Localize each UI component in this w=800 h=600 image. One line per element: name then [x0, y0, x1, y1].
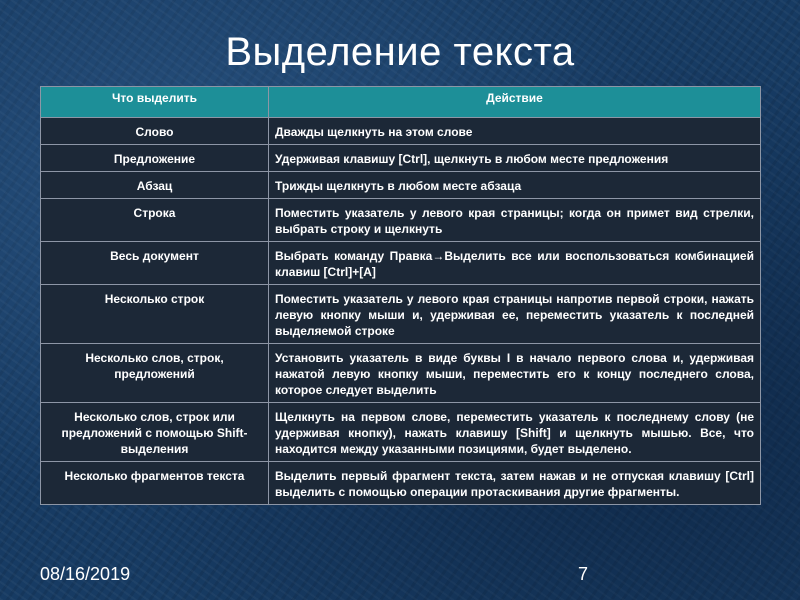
row-action-several-fragments: Выделить первый фрагмент текста, затем нажав и не отпуская клавишу [Ctrl] выделить с помощью операции протаскивания другие фрагменты. — [269, 462, 761, 505]
table-row — [41, 242, 761, 285]
row-label-several-words: Несколько слов, строк, предложений — [41, 344, 269, 403]
row-label-paragraph: Абзац — [41, 172, 269, 199]
table-row — [41, 403, 761, 462]
slide-title: Выделение текста — [225, 30, 575, 74]
table-row — [41, 199, 761, 242]
table-header-row — [41, 87, 761, 118]
row-label-word: Слово — [41, 118, 269, 145]
row-action-whole-document: Выбрать команду Правка→Выделить все или воспользоваться комбинацией клавиш [Ctrl]+[A] — [269, 242, 761, 285]
table-row — [41, 462, 761, 505]
row-action-sentence: Удерживая клавишу [Ctrl], щелкнуть в любом месте предложения — [269, 145, 761, 172]
selection-table-container — [40, 86, 760, 505]
row-action-paragraph: Трижды щелкнуть в любом месте абзаца — [269, 172, 761, 199]
row-label-whole-document: Весь документ — [41, 242, 269, 285]
footer-date: 08/16/2019 — [40, 564, 131, 584]
selection-table — [40, 86, 761, 505]
row-label-sentence: Предложение — [41, 145, 269, 172]
row-action-line: Поместить указатель у левого края страницы; когда он примет вид стрелки, выбрать строку и щелкнуть — [269, 199, 761, 242]
page-number: 7 — [578, 564, 589, 584]
row-action-several-words: Установить указатель в виде буквы I в начало первого слова и, удерживая нажатой левую кнопку мыши, переместить его к концу последнего слова, которое следует выделить — [269, 344, 761, 403]
table-row — [41, 344, 761, 403]
table-row — [41, 285, 761, 344]
table-row — [41, 172, 761, 199]
row-label-several-lines: Несколько строк — [41, 285, 269, 344]
table-row — [41, 145, 761, 172]
row-label-line: Строка — [41, 199, 269, 242]
header-action: Действие — [269, 87, 761, 118]
row-label-several-fragments: Несколько фрагментов текста — [41, 462, 269, 505]
row-action-word: Дважды щелкнуть на этом слове — [269, 118, 761, 145]
row-action-shift-selection: Щелкнуть на первом слове, переместить указатель к последнему слову (не удерживая кнопку), нажать клавишу [Shift] и щелкнуть мышью. Все, что находится между указанными позициями, будет выделено. — [269, 403, 761, 462]
table-row — [41, 118, 761, 145]
header-what: Что выделить — [41, 87, 269, 118]
row-label-shift-selection: Несколько слов, строк или предложений с помощью Shift-выделения — [41, 403, 269, 462]
row-action-several-lines: Поместить указатель у левого края страницы напротив первой строки, нажать левую кнопку мыши и, удерживая ее, переместить указатель к последней выделяемой строке — [269, 285, 761, 344]
